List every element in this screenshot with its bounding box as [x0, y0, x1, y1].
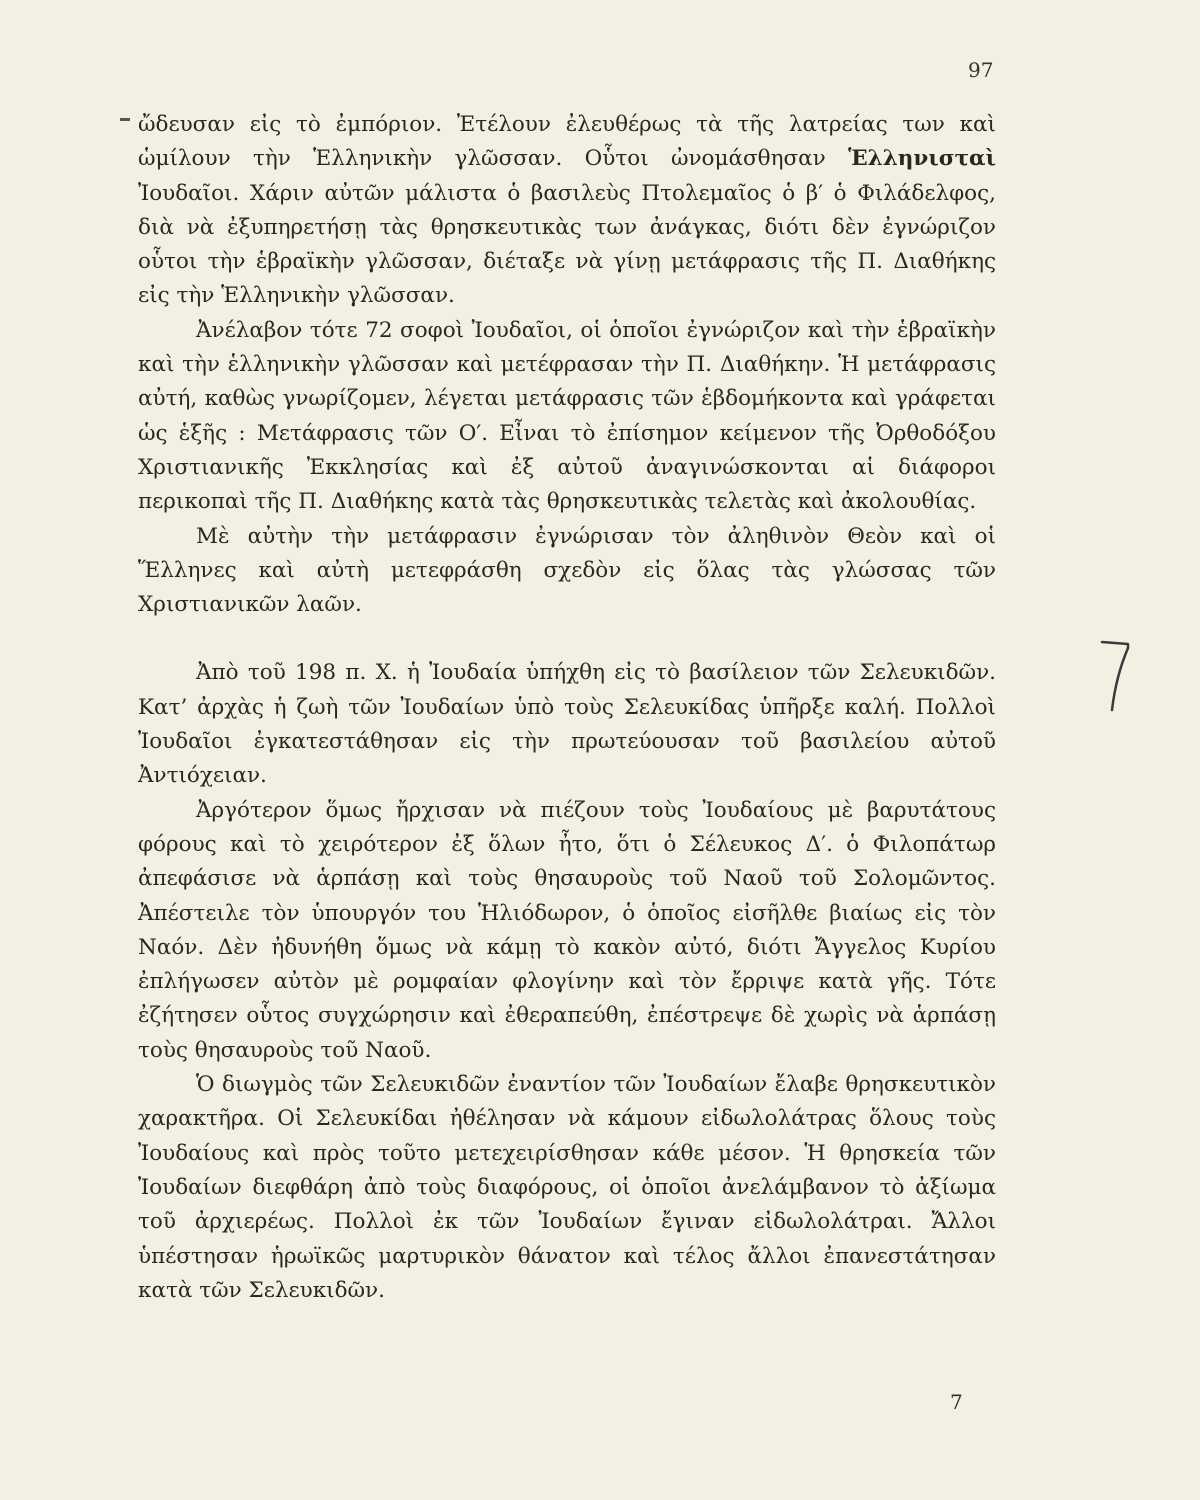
paragraph: [138, 794, 996, 1068]
paragraph: [138, 520, 996, 623]
paragraph-text: Μὲ αὐτὴν τὴν μετάφρασιν ἐγνώρισαν τὸν ἀληθινὸν Θεὸν καὶ οἱ Ἕλληνες καὶ αὐτὴ μετεφράσθη σχεδὸν εἰς ὅλας τὰς γλώσσας τῶν Χριστιανικῶν λαῶν.: [138, 523, 996, 618]
paragraph-tail: Ἰουδαῖοι. Χάριν αὐτῶν μάλιστα ὁ βασιλεὺς Πτολεμαῖος ὁ β′ ὁ Φιλάδελφος, διὰ νὰ ἐξυπηρετήσῃ τὰς θρησκευτικὰς των ἀνάγκας, διότι δὲν ἐγνώριζον οὗτοι τὴν ἑβραϊκὴν γλῶσσαν, διέταξε νὰ γίνῃ μετάφρασις τῆς Π. Διαθήκης εἰς τὴν Ἑλληνικὴν γλῶσσαν.: [138, 180, 996, 309]
signature-mark: 7: [950, 1390, 963, 1414]
paragraph: [138, 108, 996, 314]
paragraph-text: Ἀνέλαβον τότε 72 σοφοὶ Ἰουδαῖοι, οἱ ὁποῖοι ἐγνώριζον καὶ τὴν ἑβραϊκὴν καὶ τὴν ἑλληνικὴν γλῶσσαν καὶ μετέφρασαν τὴν Π. Διαθήκην. Ἡ μετάφρασις αὐτή, καθὼς γνωρίζομεν, λέγεται μετάφρασις τῶν ἑβδομήκοντα καὶ γράφεται ὡς ἑξῆς : Μετάφρασις τῶν Ο′. Εἶναι τὸ ἐπίσημον κείμενον τῆς Ὀρθοδόξου Χριστιανικῆς Ἐκκλησίας καὶ ἐξ αὐτοῦ ἀναγινώσκονται αἱ διάφοροι περικοπαὶ τῆς Π. Διαθήκης κατὰ τὰς θρησκευτικὰς τελετὰς καὶ ἀκολουθίας.: [138, 317, 996, 515]
handwritten-bracket-mark: [1098, 636, 1134, 714]
section-gap: [138, 622, 996, 656]
paragraph: [138, 314, 996, 520]
margin-tick: [120, 118, 130, 121]
paragraph-text: Ὁ διωγμὸς τῶν Σελευκιδῶν ἐναντίον τῶν Ἰουδαίων ἔλαβε θρησκευτικὸν χαρακτῆρα. Οἱ Σελευκίδαι ἠθέλησαν νὰ κάμουν εἰδωλολάτρας ὅλους τοὺς Ἰουδαίους καὶ πρὸς τοῦτο μετεχειρίσθησαν κάθε μέσον. Ἡ θρησκεία τῶν Ἰουδαίων διεφθάρη ἀπὸ τοὺς διαφόρους, οἱ ὁποῖοι ἀνελάμβανον τὸ ἀξίωμα τοῦ ἀρχιερέως. Πολλοὶ ἐκ τῶν Ἰουδαίων ἔγιναν εἰδωλολάτραι. Ἄλλοι ὑπέστησαν ἡρωϊκῶς μαρτυρικὸν θάνατον καὶ τέλος ἄλλοι ἐπανεστάτησαν κατὰ τῶν Σελευκιδῶν.: [138, 1072, 996, 1303]
paragraph-text: Ἀργότερον ὅμως ἤρχισαν νὰ πιέζουν τοὺς Ἰουδαίους μὲ βαρυτάτους φόρους καὶ τὸ χειρότερον ἐξ ὅλων ἦτο, ὅτι ὁ Σέλευκος Δ′. ὁ Φιλοπάτωρ ἀπεφάσισε νὰ ἁρπάσῃ καὶ τοὺς θησαυροὺς τοῦ Ναοῦ τοῦ Σολομῶντος. Ἀπέστειλε τὸν ὑπουργόν του Ἡλιόδωρον, ὁ ὁποῖος εἰσῆλθε βιαίως εἰς τὸν Ναόν. Δὲν ἠδυνήθη ὅμως νὰ κάμῃ τὸ κακὸν αὐτό, διότι Ἄγγελος Κυρίου ἐπλήγωσεν αὐτὸν μὲ ρομφαίαν φλογίνην καὶ τὸν ἔρριψε κατὰ γῆς. Τότε ἐζήτησεν οὗτος συγχώρησιν καὶ ἐθεραπεύθη, ἐπέστρεψε δὲ χωρὶς νὰ ἁρπάσῃ τοὺς θησαυροὺς τοῦ Ναοῦ.: [138, 797, 996, 1063]
bold-term: Ἑλληνισταὶ: [848, 146, 996, 172]
paragraph-text: Ἀπὸ τοῦ 198 π. Χ. ἡ Ἰουδαία ὑπήχθη εἰς τὸ βασίλειον τῶν Σελευκιδῶν. Κατ’ ἀρχὰς ἡ ζωὴ τῶν Ἰουδαίων ὑπὸ τοὺς Σελευκίδας ὑπῆρξε καλή. Πολλοὶ Ἰουδαῖοι ἐγκατεστάθησαν εἰς τὴν πρωτεύουσαν τοῦ βασιλείου αὐτοῦ Ἀντιόχειαν.: [138, 660, 996, 789]
paragraph: [138, 1068, 996, 1308]
main-text: [138, 108, 996, 1308]
page-number: 97: [968, 58, 994, 82]
paragraph: [138, 656, 996, 793]
paragraph-lead: ὤδευσαν εἰς τὸ ἐμπόριον. Ἐτέλουν ἐλευθέρως τὰ τῆς λατρείας των καὶ ὡμίλουν τὴν Ἑλληνικὴν γλῶσσαν. Οὗτοι ὠνομάσθησαν: [138, 112, 996, 172]
